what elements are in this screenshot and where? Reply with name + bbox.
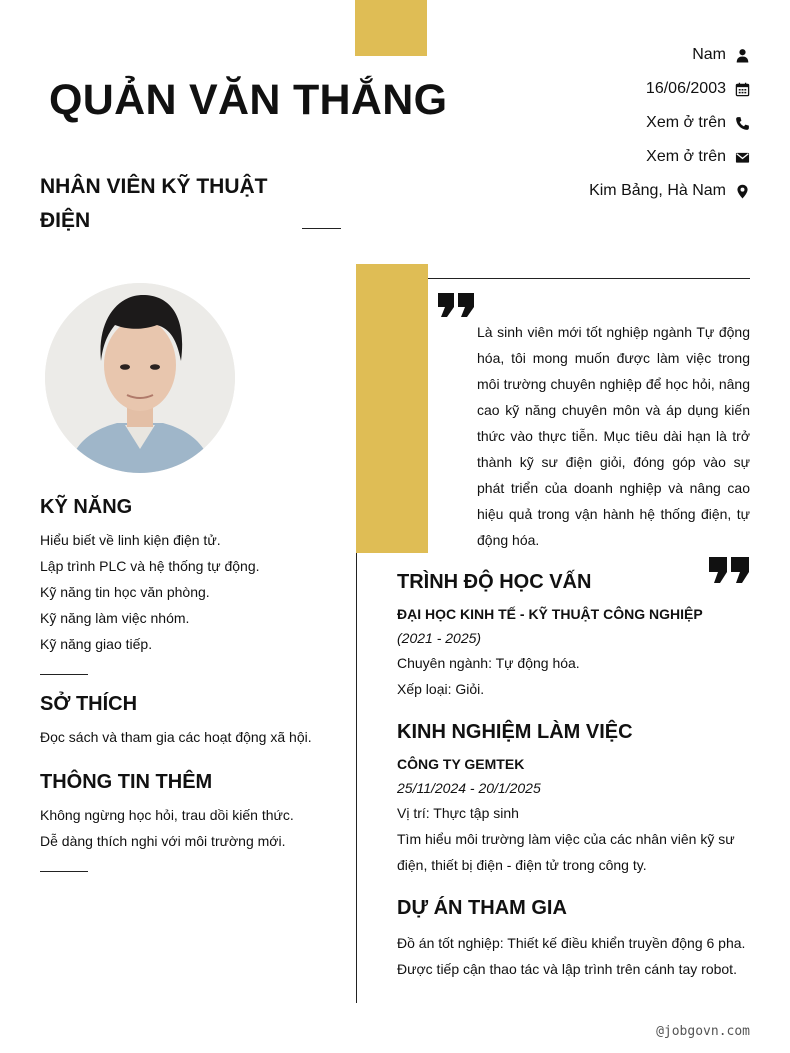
footer-watermark: @jobgovn.com	[656, 1024, 750, 1039]
extra-info-item: Dễ dàng thích nghi với môi trường mới.	[40, 833, 286, 849]
contact-address	[589, 174, 750, 208]
experience-line: Vị trí: Thực tập sinh	[397, 805, 519, 821]
education-line: Chuyên ngành: Tự động hóa.	[397, 655, 580, 671]
accent-block-top	[355, 0, 427, 56]
contact-phone	[589, 106, 750, 140]
projects-title: DỰ ÁN THAM GIA	[397, 897, 567, 919]
avatar	[45, 283, 235, 473]
school-name: ĐẠI HỌC KINH TẾ - KỸ THUẬT CÔNG NGHIỆP	[397, 606, 703, 622]
education-section	[397, 571, 757, 702]
experience-line: điện, thiết bị điện - điện tử trong công ty.	[397, 857, 647, 873]
contact-address-label: Kim Bảng, Hà Nam	[589, 182, 726, 199]
skill-item: Kỹ năng làm việc nhóm.	[40, 610, 190, 626]
contact-phone-label: Xem ở trên	[646, 114, 726, 131]
contact-email-label: Xem ở trên	[646, 148, 726, 165]
skill-item: Lập trình PLC và hệ thống tự động.	[40, 558, 260, 574]
hobby-item: Đọc sách và tham gia các hoạt động xã hội.	[40, 729, 312, 745]
contact-gender	[589, 38, 750, 72]
experience-title: KINH NGHIỆM LÀM VIỆC	[397, 721, 633, 743]
projects-section	[397, 897, 757, 982]
hobbies-title: SỞ THÍCH	[40, 693, 138, 715]
candidate-name: QUẢN VĂN THẮNG	[49, 76, 448, 124]
education-period: (2021 - 2025)	[397, 630, 482, 646]
phone-icon	[734, 115, 750, 131]
person-icon	[734, 47, 750, 63]
objective-top-rule	[428, 278, 750, 279]
skill-item: Kỹ năng tin học văn phòng.	[40, 584, 210, 600]
envelope-icon	[734, 149, 750, 165]
skills-title: KỸ NĂNG	[40, 496, 133, 518]
contact-birthdate	[589, 72, 750, 106]
calendar-icon	[734, 81, 750, 97]
contact-birthdate-label: 16/06/2003	[645, 80, 726, 97]
quote-open-icon	[437, 292, 477, 323]
location-pin-icon	[734, 183, 750, 199]
hobbies-section	[40, 693, 330, 750]
skill-item: Hiểu biết về linh kiện điện tử.	[40, 532, 221, 548]
project-line: Đồ án tốt nghiệp: Thiết kế điều khiển truyền động 6 pha.	[397, 935, 746, 951]
career-objective: Là sinh viên mới tốt nghiệp ngành Tự động hóa, tôi mong muốn được làm việc trong môi trường chuyên nghiệp để học hỏi, nâng cao kỹ năng chuyên môn và áp dụng kiến thức vào thực tiễn. Mục tiêu dài hạn là trở thành kỹ sư điện giỏi, đóng góp vào sự phát triển của doanh nghiệp và nâng cao hiệu quả trong vận hành hệ thống điện, tự động hóa.	[477, 324, 750, 548]
job-title: NHÂN VIÊN KỸ THUẬT ĐIỆN	[40, 175, 268, 232]
skills-divider	[40, 674, 88, 675]
company-name: CÔNG TY GEMTEK	[397, 756, 525, 772]
extra-info-divider	[40, 871, 88, 872]
contact-list	[589, 38, 750, 208]
extra-info-item: Không ngừng học hỏi, trau dồi kiến thức.	[40, 807, 294, 823]
column-divider	[356, 553, 357, 1003]
contact-email	[589, 140, 750, 174]
project-line: Được tiếp cận thao tác và lập trình trên cánh tay robot.	[397, 961, 737, 977]
extra-info-section	[40, 771, 330, 854]
job-title-rule	[302, 228, 341, 229]
education-line: Xếp loại: Giỏi.	[397, 681, 485, 697]
extra-info-title: THÔNG TIN THÊM	[40, 771, 213, 793]
contact-gender-label: Nam	[692, 46, 726, 63]
experience-section	[397, 721, 757, 878]
experience-line: Tìm hiểu môi trường làm việc của các nhân viên kỹ sư	[397, 831, 735, 847]
experience-period: 25/11/2024 - 20/1/2025	[397, 780, 541, 796]
accent-block-middle	[356, 264, 428, 553]
skills-section	[40, 496, 260, 657]
skill-item: Kỹ năng giao tiếp.	[40, 636, 153, 652]
education-title: TRÌNH ĐỘ HỌC VẤN	[397, 571, 592, 593]
